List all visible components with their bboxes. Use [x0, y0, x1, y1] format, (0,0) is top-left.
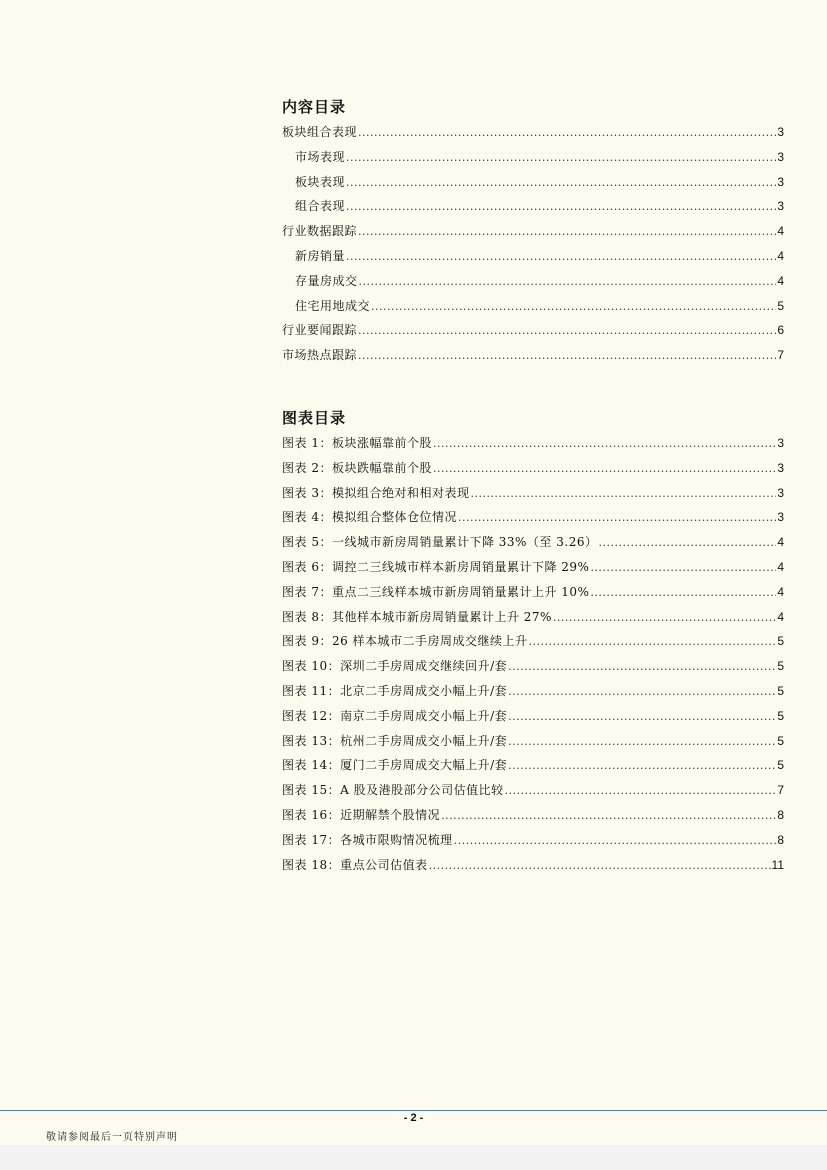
- figures-entry-page: 11: [771, 857, 784, 872]
- contents-entry-page: 3: [777, 199, 784, 214]
- contents-entry-page: 6: [777, 323, 784, 338]
- dot-leader: [505, 779, 777, 804]
- dot-leader: [553, 606, 776, 631]
- contents-entry[interactable]: [282, 170, 784, 195]
- figures-entry[interactable]: [282, 580, 784, 605]
- contents-entry-page: 3: [777, 174, 784, 189]
- contents-entry-title: 住宅用地成交: [295, 298, 371, 313]
- figures-entry-page: 4: [777, 609, 784, 624]
- figures-entry[interactable]: [282, 729, 784, 754]
- figures-entry[interactable]: [282, 605, 784, 630]
- contents-entry[interactable]: [282, 318, 784, 343]
- figures-entry-page: 8: [777, 832, 784, 847]
- figures-entry[interactable]: [282, 505, 784, 530]
- dot-leader: [429, 854, 771, 879]
- figures-entry[interactable]: [282, 456, 784, 481]
- figures-entry-title: 图表 1：板块涨幅靠前个股: [282, 436, 432, 450]
- dot-leader: [590, 581, 776, 606]
- contents-entry[interactable]: [282, 120, 784, 145]
- figures-entry[interactable]: [282, 530, 784, 555]
- figures-entry-title: 图表 3：模拟组合绝对和相对表现: [282, 485, 470, 500]
- figures-entry-title: 图表 7：重点二三线样本城市新房周销量累计上升 10%: [282, 584, 590, 599]
- contents-entry[interactable]: [282, 244, 784, 269]
- contents-list: [282, 120, 784, 368]
- figures-entry-title: 图表 6：调控二三线城市样本新房周销量累计下降 29%: [282, 559, 590, 574]
- dot-leader: [346, 245, 776, 270]
- figures-entry[interactable]: [282, 629, 784, 654]
- dot-leader: [358, 344, 776, 369]
- figures-entry-title: 图表 12：南京二手房周成交小幅上升/套: [282, 708, 508, 723]
- figures-entry-title: 图表 8：其他样本城市新房周销量累计上升 27%: [282, 609, 552, 624]
- dot-leader: [346, 195, 776, 220]
- contents-entry-page: 5: [777, 298, 784, 313]
- figures-entry-page: 5: [777, 708, 784, 723]
- dot-leader: [358, 220, 776, 245]
- dot-leader: [346, 146, 776, 171]
- dot-leader: [441, 804, 776, 829]
- figures-entry-title: 图表 2：板块跌幅靠前个股: [282, 460, 432, 475]
- figures-entry[interactable]: [282, 555, 784, 580]
- figures-entry-page: 5: [777, 733, 784, 748]
- contents-heading: 内容目录: [282, 98, 347, 116]
- contents-entry-title: 板块组合表现: [282, 125, 358, 139]
- figures-entry-title: 图表 18：重点公司估值表: [282, 857, 428, 872]
- dot-leader: [454, 829, 777, 854]
- figures-entry[interactable]: [282, 704, 784, 729]
- figures-entry-page: 5: [777, 634, 784, 649]
- figures-entry-page: 7: [777, 783, 784, 798]
- figures-entry-title: 图表 13：杭州二手房周成交小幅上升/套: [282, 733, 508, 748]
- figures-entry-page: 8: [777, 807, 784, 822]
- dot-leader: [358, 121, 776, 146]
- figures-heading: 图表目录: [282, 409, 347, 427]
- dot-leader: [598, 531, 776, 556]
- dot-leader: [458, 506, 776, 531]
- contents-entry[interactable]: [282, 145, 784, 170]
- figures-entry-page: 3: [777, 510, 784, 525]
- dot-leader: [470, 482, 776, 507]
- figures-entry[interactable]: [282, 803, 784, 828]
- dot-leader: [508, 730, 776, 755]
- figures-entry-page: 5: [777, 659, 784, 674]
- contents-entry-page: 3: [777, 149, 784, 164]
- figures-entry-title: 图表 14：厦门二手房周成交大幅上升/套: [282, 758, 508, 773]
- contents-entry[interactable]: [282, 219, 784, 244]
- figures-entry[interactable]: [282, 481, 784, 506]
- figures-entry[interactable]: [282, 654, 784, 679]
- figures-entry-page: 3: [777, 485, 784, 500]
- contents-entry-page: 7: [777, 348, 784, 363]
- contents-entry[interactable]: [282, 294, 784, 319]
- figures-entry-page: 5: [777, 758, 784, 773]
- figures-entry-page: 3: [777, 436, 784, 450]
- figures-entry-page: 3: [777, 460, 784, 475]
- dot-leader: [590, 556, 776, 581]
- contents-entry-page: 4: [777, 248, 784, 263]
- dot-leader: [508, 655, 776, 680]
- contents-entry-title: 新房销量: [295, 248, 346, 263]
- figures-entry-page: 4: [777, 584, 784, 599]
- bottom-band: [0, 1145, 827, 1170]
- figures-entry-title: 图表 11：北京二手房周成交小幅上升/套: [282, 683, 508, 698]
- figures-entry-title: 图表 5：一线城市新房周销量累计下降 33%（至 3.26）: [282, 535, 598, 550]
- contents-entry-title: 组合表现: [295, 199, 346, 214]
- dot-leader: [433, 432, 776, 457]
- figures-entry[interactable]: [282, 679, 784, 704]
- figures-entry[interactable]: [282, 828, 784, 853]
- footer-rule: [0, 1110, 827, 1111]
- contents-entry-title: 行业要闻跟踪: [282, 323, 358, 338]
- contents-entry-title: 板块表现: [295, 174, 346, 189]
- page-number: - 2 -: [403, 1112, 424, 1124]
- figures-entry-title: 图表 10：深圳二手房周成交继续回升/套: [282, 659, 508, 674]
- figures-toc: [282, 407, 784, 877]
- dot-leader: [346, 171, 776, 196]
- figures-entry-title: 图表 17：各城市限购情况梳理: [282, 832, 453, 847]
- contents-entry-title: 市场表现: [295, 149, 346, 164]
- contents-entry-title: 市场热点跟踪: [282, 348, 358, 363]
- figures-entry[interactable]: [282, 778, 784, 803]
- figures-entry[interactable]: [282, 753, 784, 778]
- dot-leader: [433, 457, 776, 482]
- figures-list: [282, 431, 784, 877]
- contents-entry[interactable]: [282, 343, 784, 368]
- dot-leader: [508, 705, 776, 730]
- figures-entry-title: 图表 4：模拟组合整体仓位情况: [282, 510, 457, 525]
- dot-leader: [358, 319, 776, 344]
- figures-entry-page: 4: [777, 535, 784, 550]
- contents-entry-page: 3: [777, 125, 784, 139]
- contents-entry[interactable]: [282, 194, 784, 219]
- contents-entry-page: 4: [777, 273, 784, 288]
- contents-entry-title: 存量房成交: [295, 273, 358, 288]
- figures-entry-page: 5: [777, 683, 784, 698]
- dot-leader: [508, 754, 776, 779]
- dot-leader: [529, 630, 777, 655]
- figures-entry[interactable]: [282, 853, 784, 878]
- dot-leader: [359, 270, 777, 295]
- figures-entry-page: 4: [777, 559, 784, 574]
- figures-entry-title: 图表 16：近期解禁个股情况: [282, 807, 441, 822]
- figures-entry-title: 图表 9：26 样本城市二手房周成交继续上升: [282, 634, 528, 649]
- figures-entry[interactable]: [282, 431, 784, 456]
- figures-entry-title: 图表 15：A 股及港股部分公司估值比较: [282, 783, 504, 798]
- contents-entry[interactable]: [282, 269, 784, 294]
- contents-toc: [282, 96, 784, 368]
- disclaimer-text: 敬请参阅最后一页特别声明: [46, 1132, 178, 1143]
- contents-entry-title: 行业数据跟踪: [282, 224, 358, 239]
- dot-leader: [508, 680, 776, 705]
- contents-entry-page: 4: [777, 224, 784, 239]
- dot-leader: [371, 295, 776, 320]
